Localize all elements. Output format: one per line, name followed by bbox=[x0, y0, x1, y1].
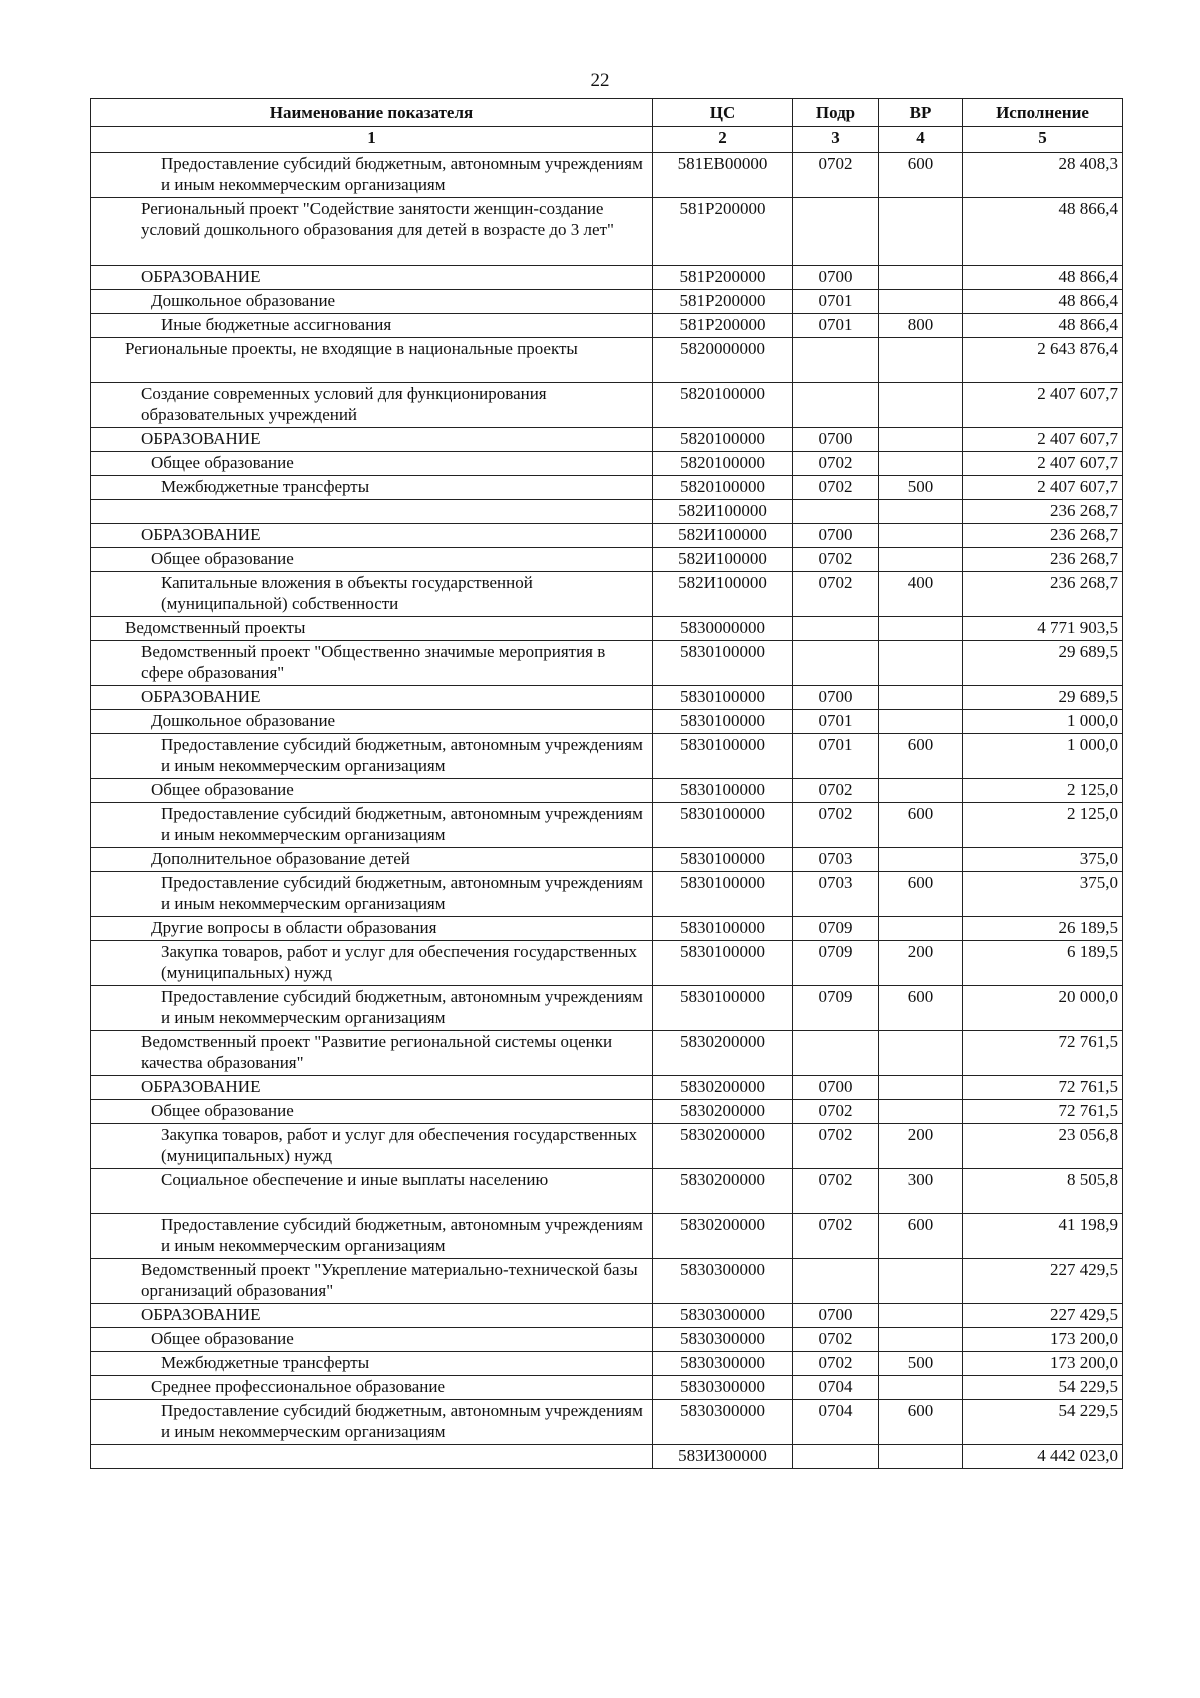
row-name-cell: Капитальные вложения в объекты государственной (муниципальной) собственности bbox=[91, 572, 653, 617]
row-name-cell: Общее образование bbox=[91, 1100, 653, 1124]
row-vr-cell bbox=[879, 548, 963, 572]
row-podr-cell bbox=[793, 641, 879, 686]
column-number: 3 bbox=[793, 127, 879, 153]
row-podr-cell bbox=[793, 338, 879, 383]
row-podr-cell: 0709 bbox=[793, 941, 879, 986]
row-vr-cell: 200 bbox=[879, 1124, 963, 1169]
row-vr-cell bbox=[879, 198, 963, 266]
row-cs-cell: 5830100000 bbox=[653, 848, 793, 872]
row-name-cell: Предоставление субсидий бюджетным, автономным учреждениям и иным некоммерческим организациям bbox=[91, 153, 653, 198]
row-name-cell: Другие вопросы в области образования bbox=[91, 917, 653, 941]
row-podr-cell bbox=[793, 383, 879, 428]
budget-execution-table bbox=[90, 98, 1123, 1469]
column-number: 5 bbox=[963, 127, 1123, 153]
row-vr-cell bbox=[879, 1076, 963, 1100]
row-vr-cell bbox=[879, 710, 963, 734]
table-row bbox=[91, 1400, 1123, 1445]
table-row bbox=[91, 1169, 1123, 1214]
row-vr-cell bbox=[879, 266, 963, 290]
header-exec: Исполнение bbox=[963, 99, 1123, 127]
row-vr-cell bbox=[879, 1376, 963, 1400]
row-exec-cell: 26 189,5 bbox=[963, 917, 1123, 941]
row-cs-cell: 5820000000 bbox=[653, 338, 793, 383]
row-name-cell: Предоставление субсидий бюджетным, автономным учреждениям и иным некоммерческим организациям bbox=[91, 986, 653, 1031]
row-podr-cell: 0702 bbox=[793, 779, 879, 803]
row-exec-cell: 54 229,5 bbox=[963, 1376, 1123, 1400]
table-row bbox=[91, 686, 1123, 710]
row-name-cell: Дополнительное образование детей bbox=[91, 848, 653, 872]
row-cs-cell: 5830200000 bbox=[653, 1124, 793, 1169]
row-cs-cell: 5820100000 bbox=[653, 428, 793, 452]
row-vr-cell: 600 bbox=[879, 1214, 963, 1259]
row-exec-cell: 227 429,5 bbox=[963, 1304, 1123, 1328]
row-cs-cell: 5830100000 bbox=[653, 779, 793, 803]
row-exec-cell: 41 198,9 bbox=[963, 1214, 1123, 1259]
row-podr-cell: 0700 bbox=[793, 266, 879, 290]
row-podr-cell: 0704 bbox=[793, 1400, 879, 1445]
row-name-cell: Создание современных условий для функционирования образовательных учреждений bbox=[91, 383, 653, 428]
table-row bbox=[91, 1328, 1123, 1352]
row-name-cell bbox=[91, 1445, 653, 1469]
row-cs-cell: 5830100000 bbox=[653, 710, 793, 734]
row-name-cell: Межбюджетные трансферты bbox=[91, 1352, 653, 1376]
row-exec-cell: 8 505,8 bbox=[963, 1169, 1123, 1214]
table-row bbox=[91, 153, 1123, 198]
row-exec-cell: 48 866,4 bbox=[963, 290, 1123, 314]
row-name-cell: Предоставление субсидий бюджетным, автономным учреждениям и иным некоммерческим организациям bbox=[91, 734, 653, 779]
row-vr-cell bbox=[879, 1304, 963, 1328]
table-row bbox=[91, 548, 1123, 572]
header-vr: ВР bbox=[879, 99, 963, 127]
row-podr-cell bbox=[793, 1259, 879, 1304]
row-cs-cell: 5830300000 bbox=[653, 1352, 793, 1376]
row-podr-cell: 0709 bbox=[793, 917, 879, 941]
row-exec-cell: 48 866,4 bbox=[963, 198, 1123, 266]
row-exec-cell: 375,0 bbox=[963, 848, 1123, 872]
row-cs-cell: 5830100000 bbox=[653, 641, 793, 686]
table-row bbox=[91, 1304, 1123, 1328]
table-body bbox=[91, 153, 1123, 1469]
row-podr-cell: 0700 bbox=[793, 686, 879, 710]
row-exec-cell: 48 866,4 bbox=[963, 266, 1123, 290]
row-cs-cell: 5830100000 bbox=[653, 734, 793, 779]
table-row bbox=[91, 710, 1123, 734]
table-row bbox=[91, 1352, 1123, 1376]
row-vr-cell bbox=[879, 1100, 963, 1124]
row-vr-cell bbox=[879, 779, 963, 803]
header-podr: Подр bbox=[793, 99, 879, 127]
table-row bbox=[91, 1124, 1123, 1169]
row-name-cell: ОБРАЗОВАНИЕ bbox=[91, 524, 653, 548]
row-exec-cell: 29 689,5 bbox=[963, 686, 1123, 710]
table-row bbox=[91, 476, 1123, 500]
row-vr-cell: 600 bbox=[879, 734, 963, 779]
table-row bbox=[91, 198, 1123, 266]
row-cs-cell: 5830200000 bbox=[653, 1214, 793, 1259]
row-cs-cell: 5830300000 bbox=[653, 1328, 793, 1352]
row-name-cell: ОБРАЗОВАНИЕ bbox=[91, 428, 653, 452]
header-cs: ЦС bbox=[653, 99, 793, 127]
row-name-cell: ОБРАЗОВАНИЕ bbox=[91, 686, 653, 710]
row-exec-cell: 29 689,5 bbox=[963, 641, 1123, 686]
row-podr-cell: 0700 bbox=[793, 428, 879, 452]
row-podr-cell bbox=[793, 617, 879, 641]
row-name-cell: Общее образование bbox=[91, 779, 653, 803]
column-number: 4 bbox=[879, 127, 963, 153]
row-cs-cell: 5820100000 bbox=[653, 476, 793, 500]
row-vr-cell bbox=[879, 917, 963, 941]
row-name-cell: Закупка товаров, работ и услуг для обеспечения государственных (муниципальных) нужд bbox=[91, 941, 653, 986]
row-cs-cell: 5830100000 bbox=[653, 686, 793, 710]
row-name-cell: Общее образование bbox=[91, 548, 653, 572]
row-podr-cell: 0702 bbox=[793, 1214, 879, 1259]
row-cs-cell: 5820100000 bbox=[653, 452, 793, 476]
row-exec-cell: 1 000,0 bbox=[963, 734, 1123, 779]
row-cs-cell: 581Р200000 bbox=[653, 290, 793, 314]
row-podr-cell: 0700 bbox=[793, 1076, 879, 1100]
table-row bbox=[91, 1214, 1123, 1259]
row-exec-cell: 236 268,7 bbox=[963, 524, 1123, 548]
row-podr-cell: 0702 bbox=[793, 452, 879, 476]
table-row bbox=[91, 1376, 1123, 1400]
row-podr-cell: 0709 bbox=[793, 986, 879, 1031]
row-vr-cell bbox=[879, 500, 963, 524]
row-cs-cell: 582И100000 bbox=[653, 548, 793, 572]
table-row bbox=[91, 383, 1123, 428]
column-number-row bbox=[91, 127, 1123, 153]
table-row bbox=[91, 1445, 1123, 1469]
row-vr-cell bbox=[879, 524, 963, 548]
row-podr-cell: 0704 bbox=[793, 1376, 879, 1400]
table-row bbox=[91, 500, 1123, 524]
row-vr-cell: 600 bbox=[879, 803, 963, 848]
row-name-cell: Социальное обеспечение и иные выплаты населению bbox=[91, 1169, 653, 1214]
row-cs-cell: 5830300000 bbox=[653, 1259, 793, 1304]
row-exec-cell: 4 442 023,0 bbox=[963, 1445, 1123, 1469]
row-exec-cell: 4 771 903,5 bbox=[963, 617, 1123, 641]
row-exec-cell: 173 200,0 bbox=[963, 1328, 1123, 1352]
row-exec-cell: 227 429,5 bbox=[963, 1259, 1123, 1304]
table-header-row bbox=[91, 99, 1123, 127]
row-name-cell: Иные бюджетные ассигнования bbox=[91, 314, 653, 338]
row-exec-cell: 72 761,5 bbox=[963, 1100, 1123, 1124]
row-name-cell: ОБРАЗОВАНИЕ bbox=[91, 1304, 653, 1328]
row-vr-cell bbox=[879, 428, 963, 452]
row-podr-cell: 0700 bbox=[793, 1304, 879, 1328]
row-vr-cell bbox=[879, 641, 963, 686]
row-cs-cell: 581ЕВ00000 bbox=[653, 153, 793, 198]
row-vr-cell bbox=[879, 617, 963, 641]
row-name-cell: Предоставление субсидий бюджетным, автономным учреждениям и иным некоммерческим организациям bbox=[91, 1214, 653, 1259]
row-cs-cell: 581Р200000 bbox=[653, 266, 793, 290]
row-cs-cell: 5830200000 bbox=[653, 1100, 793, 1124]
row-vr-cell: 600 bbox=[879, 872, 963, 917]
row-podr-cell: 0702 bbox=[793, 572, 879, 617]
row-podr-cell: 0702 bbox=[793, 1124, 879, 1169]
row-name-cell: Закупка товаров, работ и услуг для обеспечения государственных (муниципальных) нужд bbox=[91, 1124, 653, 1169]
row-exec-cell: 20 000,0 bbox=[963, 986, 1123, 1031]
row-podr-cell: 0700 bbox=[793, 524, 879, 548]
row-exec-cell: 2 407 607,7 bbox=[963, 428, 1123, 452]
table-row bbox=[91, 872, 1123, 917]
row-cs-cell: 5830200000 bbox=[653, 1076, 793, 1100]
row-podr-cell bbox=[793, 500, 879, 524]
row-cs-cell: 5830300000 bbox=[653, 1376, 793, 1400]
table-row bbox=[91, 1031, 1123, 1076]
table-row bbox=[91, 641, 1123, 686]
row-exec-cell: 72 761,5 bbox=[963, 1076, 1123, 1100]
table-row bbox=[91, 428, 1123, 452]
column-number: 2 bbox=[653, 127, 793, 153]
row-cs-cell: 581Р200000 bbox=[653, 198, 793, 266]
row-podr-cell: 0702 bbox=[793, 803, 879, 848]
table-row bbox=[91, 452, 1123, 476]
table-row bbox=[91, 572, 1123, 617]
row-podr-cell: 0701 bbox=[793, 290, 879, 314]
row-cs-cell: 5830100000 bbox=[653, 872, 793, 917]
row-exec-cell: 54 229,5 bbox=[963, 1400, 1123, 1445]
row-vr-cell bbox=[879, 452, 963, 476]
row-name-cell: ОБРАЗОВАНИЕ bbox=[91, 266, 653, 290]
table-row bbox=[91, 917, 1123, 941]
row-podr-cell: 0701 bbox=[793, 734, 879, 779]
row-exec-cell: 2 407 607,7 bbox=[963, 452, 1123, 476]
row-cs-cell: 582И100000 bbox=[653, 524, 793, 548]
row-vr-cell bbox=[879, 848, 963, 872]
row-exec-cell: 6 189,5 bbox=[963, 941, 1123, 986]
row-vr-cell bbox=[879, 686, 963, 710]
table-row bbox=[91, 803, 1123, 848]
row-cs-cell: 5820100000 bbox=[653, 383, 793, 428]
row-cs-cell: 583И300000 bbox=[653, 1445, 793, 1469]
row-vr-cell bbox=[879, 1445, 963, 1469]
row-name-cell: Ведомственный проекты bbox=[91, 617, 653, 641]
table-row bbox=[91, 779, 1123, 803]
row-cs-cell: 5830000000 bbox=[653, 617, 793, 641]
row-podr-cell: 0702 bbox=[793, 153, 879, 198]
table-row bbox=[91, 986, 1123, 1031]
table-row bbox=[91, 290, 1123, 314]
row-vr-cell: 600 bbox=[879, 986, 963, 1031]
row-cs-cell: 582И100000 bbox=[653, 572, 793, 617]
row-name-cell: Ведомственный проект "Укрепление материально-технической базы организаций образования" bbox=[91, 1259, 653, 1304]
row-exec-cell: 2 643 876,4 bbox=[963, 338, 1123, 383]
row-exec-cell: 23 056,8 bbox=[963, 1124, 1123, 1169]
row-vr-cell: 600 bbox=[879, 153, 963, 198]
table-row bbox=[91, 1259, 1123, 1304]
row-name-cell: Региональные проекты, не входящие в национальные проекты bbox=[91, 338, 653, 383]
row-vr-cell: 300 bbox=[879, 1169, 963, 1214]
row-vr-cell bbox=[879, 290, 963, 314]
row-vr-cell: 800 bbox=[879, 314, 963, 338]
row-exec-cell: 1 000,0 bbox=[963, 710, 1123, 734]
row-podr-cell: 0702 bbox=[793, 1328, 879, 1352]
table-row bbox=[91, 266, 1123, 290]
row-vr-cell: 600 bbox=[879, 1400, 963, 1445]
row-podr-cell: 0702 bbox=[793, 548, 879, 572]
row-cs-cell: 5830100000 bbox=[653, 941, 793, 986]
row-exec-cell: 48 866,4 bbox=[963, 314, 1123, 338]
row-exec-cell: 2 125,0 bbox=[963, 779, 1123, 803]
row-name-cell: Дошкольное образование bbox=[91, 710, 653, 734]
table-row bbox=[91, 338, 1123, 383]
row-exec-cell: 2 407 607,7 bbox=[963, 476, 1123, 500]
row-exec-cell: 375,0 bbox=[963, 872, 1123, 917]
row-vr-cell bbox=[879, 1031, 963, 1076]
table-row bbox=[91, 314, 1123, 338]
row-name-cell: Предоставление субсидий бюджетным, автономным учреждениям и иным некоммерческим организациям bbox=[91, 1400, 653, 1445]
table-row bbox=[91, 941, 1123, 986]
row-podr-cell: 0701 bbox=[793, 710, 879, 734]
row-vr-cell bbox=[879, 338, 963, 383]
row-vr-cell bbox=[879, 383, 963, 428]
column-number: 1 bbox=[91, 127, 653, 153]
row-exec-cell: 173 200,0 bbox=[963, 1352, 1123, 1376]
row-name-cell bbox=[91, 500, 653, 524]
row-podr-cell: 0702 bbox=[793, 1100, 879, 1124]
row-vr-cell: 400 bbox=[879, 572, 963, 617]
row-vr-cell: 200 bbox=[879, 941, 963, 986]
table-row bbox=[91, 848, 1123, 872]
row-podr-cell: 0701 bbox=[793, 314, 879, 338]
row-podr-cell bbox=[793, 1031, 879, 1076]
row-exec-cell: 28 408,3 bbox=[963, 153, 1123, 198]
header-name: Наименование показателя bbox=[91, 99, 653, 127]
row-cs-cell: 5830200000 bbox=[653, 1169, 793, 1214]
row-podr-cell: 0702 bbox=[793, 1352, 879, 1376]
row-cs-cell: 581Р200000 bbox=[653, 314, 793, 338]
row-cs-cell: 5830200000 bbox=[653, 1031, 793, 1076]
row-name-cell: Региональный проект "Содействие занятости женщин-создание условий дошкольного образования для детей в возрасте до 3 лет" bbox=[91, 198, 653, 266]
row-exec-cell: 236 268,7 bbox=[963, 548, 1123, 572]
row-podr-cell bbox=[793, 198, 879, 266]
row-vr-cell: 500 bbox=[879, 476, 963, 500]
row-vr-cell bbox=[879, 1259, 963, 1304]
row-podr-cell: 0703 bbox=[793, 848, 879, 872]
row-name-cell: Дошкольное образование bbox=[91, 290, 653, 314]
row-podr-cell: 0703 bbox=[793, 872, 879, 917]
row-name-cell: Общее образование bbox=[91, 452, 653, 476]
table-row bbox=[91, 1076, 1123, 1100]
row-name-cell: Общее образование bbox=[91, 1328, 653, 1352]
row-exec-cell: 2 407 607,7 bbox=[963, 383, 1123, 428]
row-cs-cell: 5830100000 bbox=[653, 803, 793, 848]
row-cs-cell: 5830300000 bbox=[653, 1304, 793, 1328]
page-number: 22 bbox=[590, 70, 610, 91]
table-row bbox=[91, 734, 1123, 779]
table-row bbox=[91, 617, 1123, 641]
row-name-cell: ОБРАЗОВАНИЕ bbox=[91, 1076, 653, 1100]
row-name-cell: Предоставление субсидий бюджетным, автономным учреждениям и иным некоммерческим организациям bbox=[91, 803, 653, 848]
row-vr-cell bbox=[879, 1328, 963, 1352]
row-exec-cell: 236 268,7 bbox=[963, 500, 1123, 524]
row-podr-cell: 0702 bbox=[793, 476, 879, 500]
row-cs-cell: 5830300000 bbox=[653, 1400, 793, 1445]
row-vr-cell: 500 bbox=[879, 1352, 963, 1376]
row-exec-cell: 2 125,0 bbox=[963, 803, 1123, 848]
row-cs-cell: 5830100000 bbox=[653, 917, 793, 941]
row-name-cell: Ведомственный проект "Общественно значимые мероприятия в сфере образования" bbox=[91, 641, 653, 686]
row-name-cell: Предоставление субсидий бюджетным, автономным учреждениям и иным некоммерческим организациям bbox=[91, 872, 653, 917]
row-name-cell: Среднее профессиональное образование bbox=[91, 1376, 653, 1400]
row-exec-cell: 72 761,5 bbox=[963, 1031, 1123, 1076]
row-name-cell: Ведомственный проект "Развитие региональной системы оценки качества образования" bbox=[91, 1031, 653, 1076]
row-cs-cell: 5830100000 bbox=[653, 986, 793, 1031]
row-name-cell: Межбюджетные трансферты bbox=[91, 476, 653, 500]
row-cs-cell: 582И100000 bbox=[653, 500, 793, 524]
table-row bbox=[91, 1100, 1123, 1124]
table-row bbox=[91, 524, 1123, 548]
row-exec-cell: 236 268,7 bbox=[963, 572, 1123, 617]
row-podr-cell bbox=[793, 1445, 879, 1469]
row-podr-cell: 0702 bbox=[793, 1169, 879, 1214]
